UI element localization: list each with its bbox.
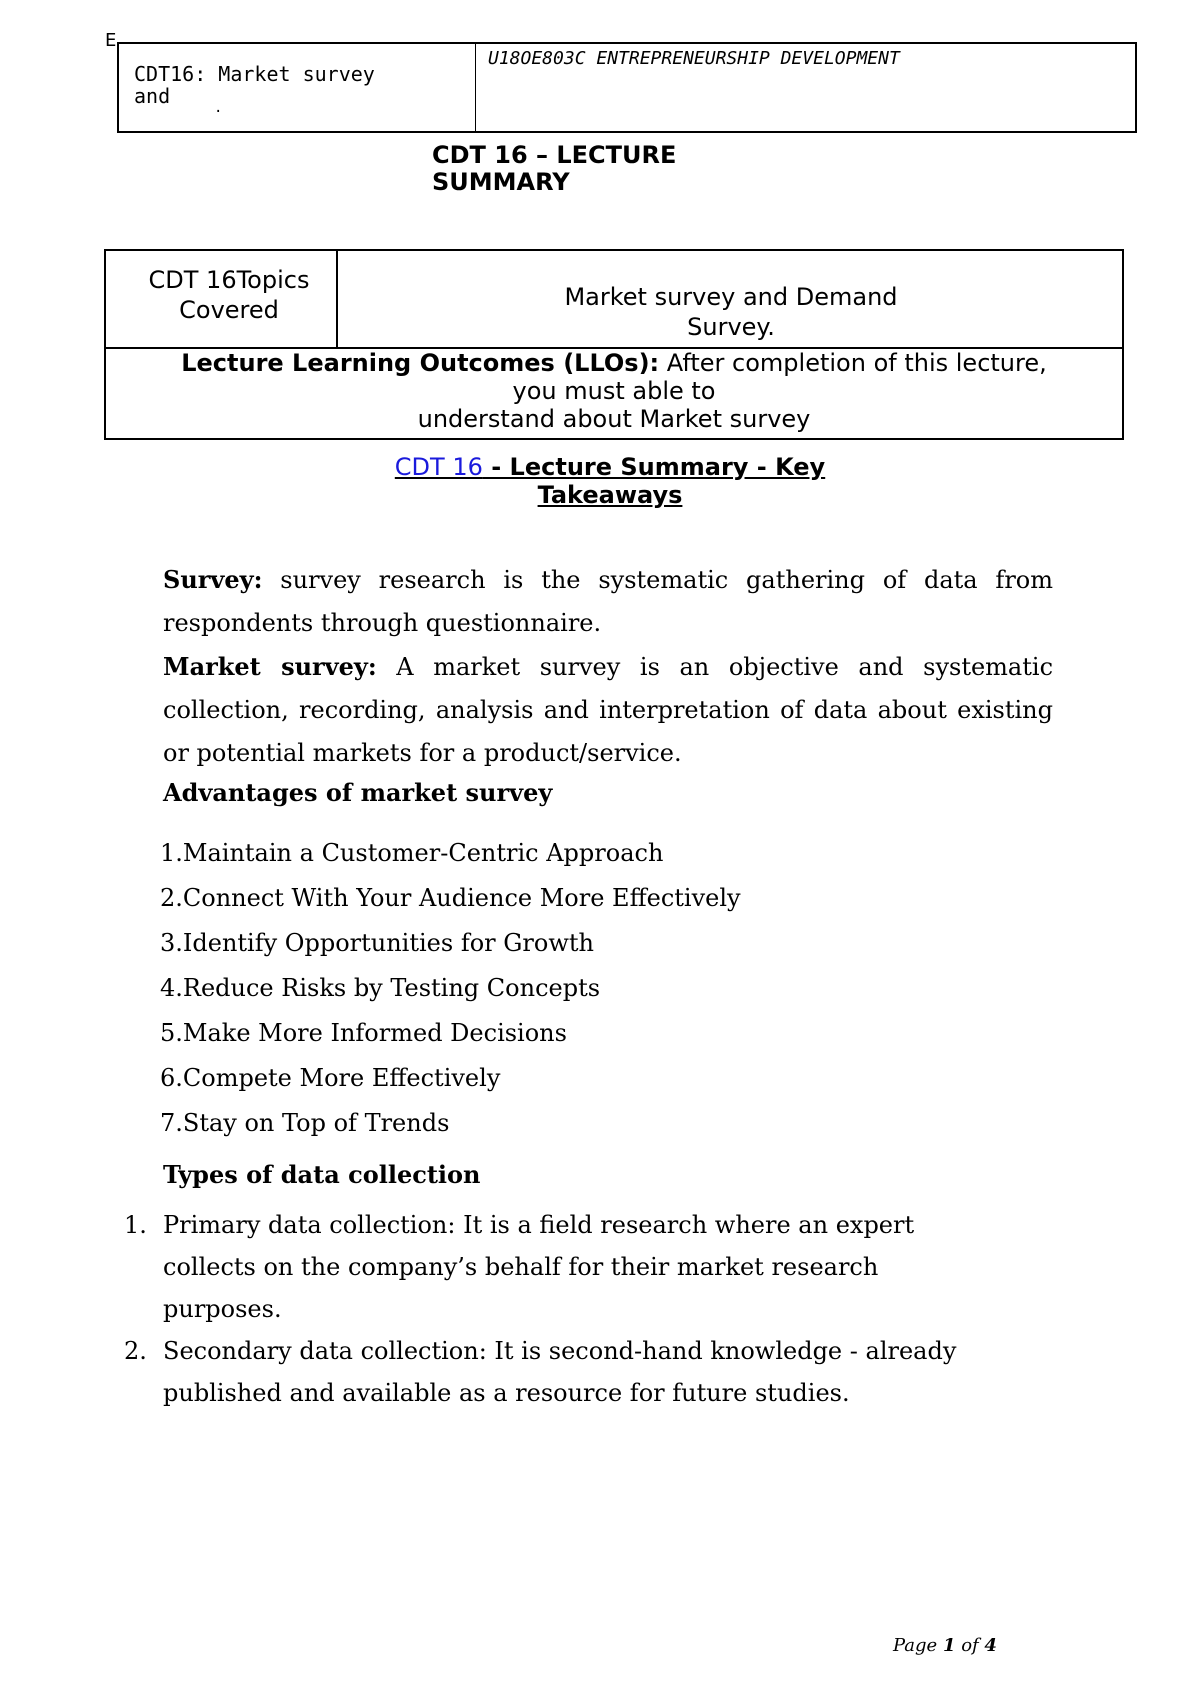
market-definition-line3: or potential markets for a product/service. (163, 739, 682, 767)
list-item-line: published and available as a resource for future studies. (163, 1379, 850, 1407)
list-item: 1.Maintain a Customer-Centric Approach (160, 839, 664, 867)
takeaways-heading-rest: - Lecture Summary - Key (482, 453, 826, 481)
list-item-line: Primary data collection: It is a field research where an expert (163, 1211, 915, 1239)
learning-outcomes-line3: understand about Market survey (417, 405, 811, 433)
market-survey-label: Market survey: (163, 652, 377, 681)
survey-definition (163, 558, 1053, 775)
learning-outcomes-label: Lecture Learning Outcomes (LLOs): (181, 349, 660, 377)
header-subject-cell: U18OE803C ENTREPRENEURSHIP DEVELOPMENT (488, 48, 900, 69)
survey-text1: survey research is the systematic gathering of data from (262, 566, 1053, 594)
page-of: of (955, 1635, 985, 1656)
topics-label-cell (120, 265, 338, 325)
list-item-line: purposes. (163, 1295, 282, 1323)
takeaways-heading-line2: Takeaways (537, 481, 683, 509)
list-item: 5.Make More Informed Decisions (160, 1019, 567, 1047)
topics-value-line2: Survey. (687, 313, 775, 341)
list-item (124, 1330, 1024, 1414)
survey-label: Survey: (163, 565, 263, 594)
page-title-line2: SUMMARY (432, 168, 570, 196)
header-dot: . (214, 100, 223, 116)
data-collection-heading: Types of data collection (163, 1160, 481, 1189)
list-item: 4.Reduce Risks by Testing Concepts (160, 974, 601, 1002)
header-course-cell (134, 63, 434, 107)
page-title (432, 142, 752, 196)
list-item: 2.Connect With Your Audience More Effectively (160, 884, 741, 912)
learning-outcomes-line2: you must able to (512, 377, 716, 405)
survey-definition-line1 (163, 558, 1053, 602)
list-item-number: 1. (124, 1211, 147, 1239)
takeaways-heading (360, 453, 860, 509)
header-course-line2: and (134, 84, 171, 108)
list-item-line: Secondary data collection: It is second-hand knowledge - already (163, 1337, 957, 1365)
advantages-heading: Advantages of market survey (163, 778, 553, 807)
page-title-line1: CDT 16 – LECTURE (432, 141, 677, 169)
list-item (124, 1204, 1024, 1330)
topics-value-cell (338, 282, 1124, 342)
topics-value-line1: Market survey and Demand (564, 283, 898, 311)
market-text1: A market survey is an objective and systematic (376, 653, 1054, 681)
header-course-line1: CDT16: Market survey (134, 62, 375, 86)
corner-mark: E (105, 30, 117, 51)
learning-outcomes (104, 349, 1124, 433)
list-item-number: 2. (124, 1337, 147, 1365)
topics-label-line2: Covered (179, 296, 279, 324)
topics-label-line1: CDT 16Topics (148, 266, 310, 294)
market-definition-line1 (163, 645, 1053, 689)
data-collection-list (124, 1204, 1024, 1414)
list-item: 6.Compete More Effectively (160, 1064, 501, 1092)
page-total: 4 (984, 1635, 997, 1656)
market-definition-line2: collection, recording, analysis and interpretation of data about existing (163, 696, 1053, 724)
list-item-line: collects on the company’s behalf for their market research (163, 1253, 879, 1281)
cdt-link[interactable]: CDT 16 (394, 453, 483, 481)
advantages-list (160, 831, 1060, 1146)
page-current: 1 (942, 1635, 956, 1656)
survey-definition-line2: respondents through questionnaire. (163, 609, 602, 637)
page-prefix: Page (893, 1635, 943, 1656)
header-table-divider (475, 42, 476, 133)
learning-outcomes-text1: After completion of this lecture, (659, 349, 1047, 377)
learning-outcomes-line1 (104, 349, 1124, 377)
list-item: 3.Identify Opportunities for Growth (160, 929, 594, 957)
list-item: 7.Stay on Top of Trends (160, 1109, 450, 1137)
page-number (893, 1635, 997, 1656)
